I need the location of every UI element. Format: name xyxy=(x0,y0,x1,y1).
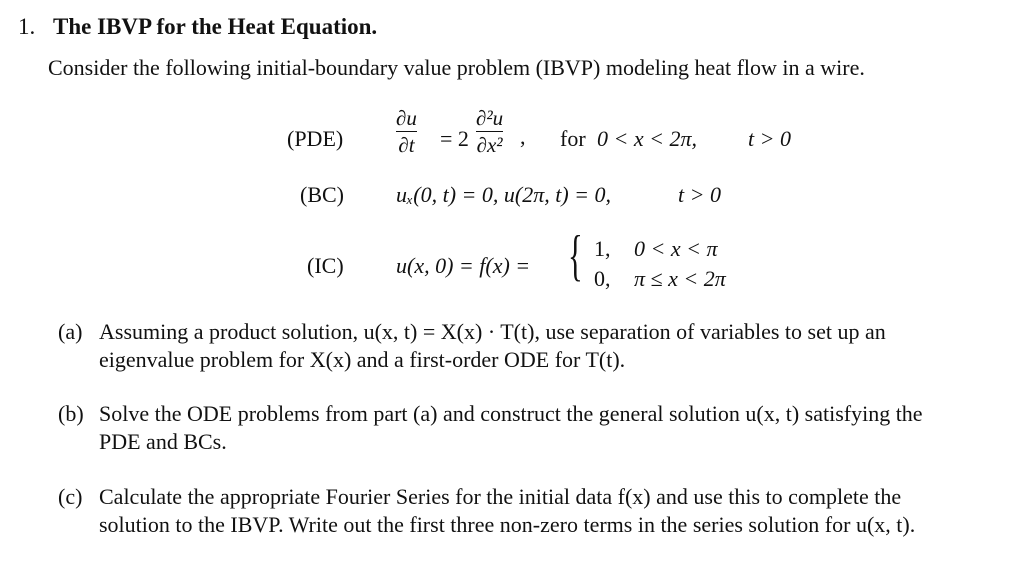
pde-condition-time: t > 0 xyxy=(748,126,791,151)
pde-label: (PDE) xyxy=(287,126,344,151)
pde-lhs-fraction xyxy=(396,106,417,157)
part-a-line2: eigenvalue problem for X(x) and a first-order ODE for T(t). xyxy=(99,347,626,372)
pde-comma: , xyxy=(520,124,526,149)
bc-equation: uₓ(0, t) = 0, u(2π, t) = 0, xyxy=(396,182,611,207)
pde-rhs-fraction xyxy=(476,106,503,157)
ic-case1-condition: 0 < x < π xyxy=(634,236,718,261)
pde-lhs-numerator: ∂u xyxy=(396,106,417,130)
part-a-line1: Assuming a product solution, u(x, t) = X(x) · T(t), use separation of variables to set up an xyxy=(99,319,886,344)
pde-equals: = 2 xyxy=(440,126,469,151)
problem-intro: Consider the following initial-boundary value problem (IBVP) modeling heat flow in a wire. xyxy=(48,55,865,80)
ic-piecewise-brace: { xyxy=(568,225,583,287)
pde-rhs-numerator: ∂²u xyxy=(476,106,504,130)
part-b-label: (b) xyxy=(58,401,84,426)
bc-condition-time: t > 0 xyxy=(678,182,721,207)
problem-heading xyxy=(18,14,377,40)
part-c-label: (c) xyxy=(58,484,83,509)
ic-lhs: u(x, 0) = f(x) = xyxy=(396,253,531,278)
part-b-line2: PDE and BCs. xyxy=(99,429,227,454)
part-c-line2: solution to the IBVP. Write out the first three non-zero terms in the series solution for u(x, t). xyxy=(99,512,916,537)
pde-lhs-denominator: ∂t xyxy=(398,133,415,157)
part-b-line1: Solve the ODE problems from part (a) and construct the general solution u(x, t) satisfying the xyxy=(99,401,923,426)
ic-case2-condition: π ≤ x < 2π xyxy=(634,266,726,291)
problem-title: The IBVP for the Heat Equation. xyxy=(53,14,378,39)
problem-number: 1. xyxy=(18,14,36,39)
pde-condition-range: 0 < x < 2π, xyxy=(597,126,697,151)
part-c-line1: Calculate the appropriate Fourier Series for the initial data f(x) and use this to complete the xyxy=(99,484,902,509)
ic-case2-value: 0, xyxy=(594,266,611,291)
ic-label: (IC) xyxy=(307,253,344,278)
ic-case1-value: 1, xyxy=(594,236,611,261)
pde-rhs-denominator: ∂x² xyxy=(476,133,503,157)
part-a-label: (a) xyxy=(58,319,83,344)
pde-condition-for: for xyxy=(560,126,586,151)
bc-label: (BC) xyxy=(300,182,344,207)
